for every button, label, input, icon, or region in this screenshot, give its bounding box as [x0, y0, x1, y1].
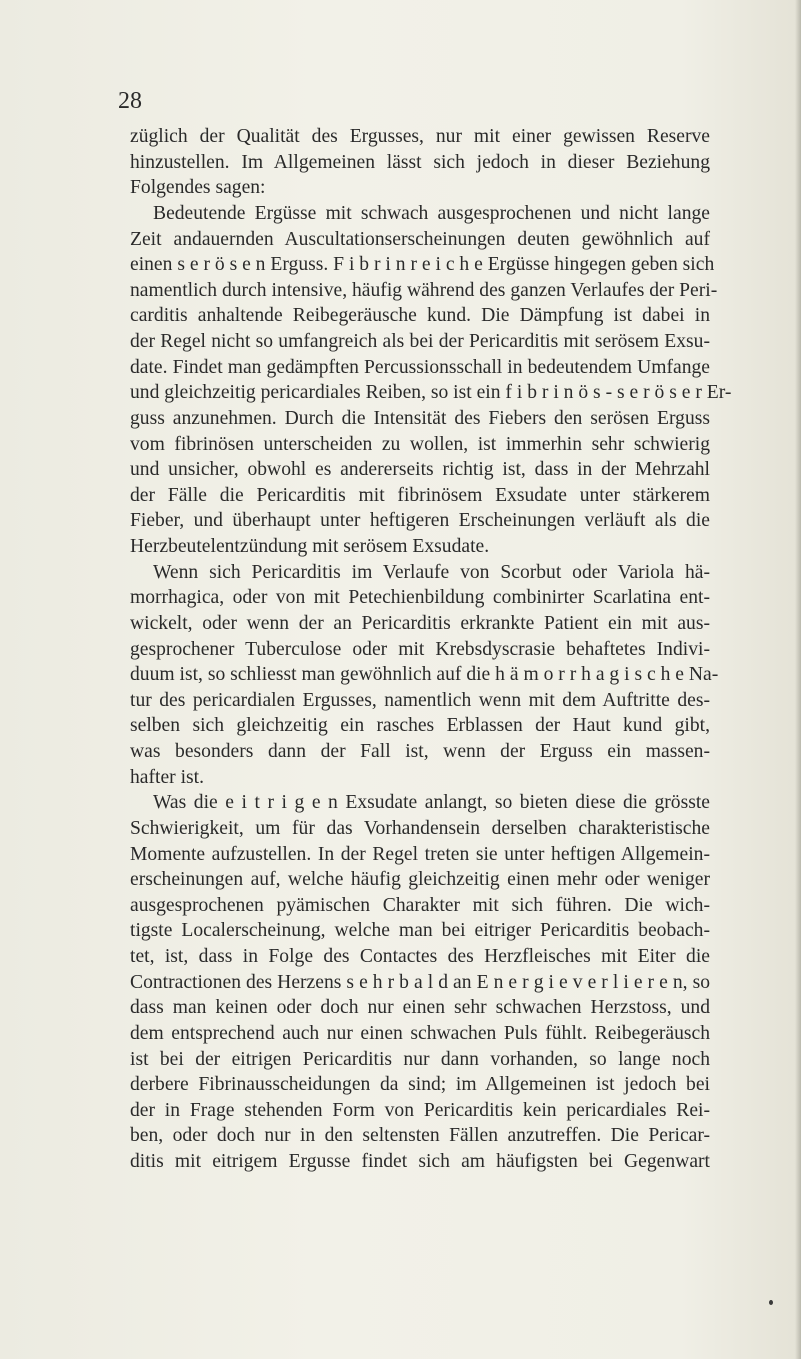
text-line: gesprochener Tuberculose oder mit Krebsdyscrasie behaftetes Indivi- — [130, 638, 710, 660]
text-line: züglich der Qualität des Ergusses, nur mit einer gewissen Reserve — [130, 126, 710, 147]
text-line: der Regel nicht so umfangreich als bei der Pericarditis mit serösem Exsu- — [130, 331, 710, 352]
text-line: date. Findet man gedämpften Percussionsschall in bedeutendem Umfange — [130, 356, 710, 378]
text-line: Schwierigkeit, um für das Vorhandensein derselben charakteristische — [130, 817, 710, 839]
body-text — [130, 124, 732, 1175]
ink-speck — [769, 1300, 773, 1305]
text-line: hafter ist. — [130, 766, 204, 788]
text-line: morrhagica, oder von mit Petechienbildung combinirter Scarlatina ent- — [130, 587, 710, 609]
text-line: Contractionen des Herzens s e h r b a l d an E n e r g i e v e r l i e r e n, so — [130, 971, 710, 993]
text-line: und gleichzeitig pericardiales Reiben, so ist ein f i b r i n ö s - s e r ö s e r Er- — [130, 382, 732, 404]
text-line: Momente aufzustellen. In der Regel treten sie unter heftigen Allgemein- — [130, 843, 710, 865]
text-line: ist bei der eitrigen Pericarditis nur dann vorhanden, so lange noch — [130, 1048, 710, 1070]
text-line: derbere Fibrinausscheidungen da sind; im Allgemeinen ist jedoch bei — [130, 1074, 710, 1096]
text-line: der Fälle die Pericarditis mit fibrinösem Exsudate unter stärkerem — [130, 484, 710, 506]
text-line: tur des pericardialen Ergusses, namentlich wenn mit dem Auftritte des- — [130, 689, 710, 711]
text-line: Wenn sich Pericarditis im Verlaufe von Scorbut oder Variola hä- — [153, 561, 710, 583]
text-line: tet, ist, dass in Folge des Contactes des Herzfleisches mit Eiter die — [130, 946, 710, 967]
text-line: Folgendes sagen: — [130, 177, 266, 199]
text-line: selben sich gleichzeitig ein rasches Erblassen der Haut kund gibt, — [130, 715, 710, 737]
text-line: der in Frage stehenden Form von Pericarditis kein pericardiales Rei- — [130, 1099, 710, 1121]
text-line: Bedeutende Ergüsse mit schwach ausgesprochenen und nicht lange — [153, 202, 710, 224]
page-number: 28 — [118, 88, 142, 114]
text-line: guss anzunehmen. Durch die Intensität des Fiebers den serösen Erguss — [130, 407, 710, 429]
text-line: carditis anhaltende Reibegeräusche kund. Die Dämpfung ist dabei in — [130, 305, 710, 327]
text-line: ben, oder doch nur in den seltensten Fällen anzutreffen. Die Pericar- — [130, 1125, 710, 1147]
text-line: Fieber, und überhaupt unter heftigeren Erscheinungen verläuft als die — [130, 510, 710, 532]
text-line: ausgesprochenen pyämischen Charakter mit sich führen. Die wich- — [130, 894, 710, 916]
text-line: Zeit andauernden Auscultationserscheinungen deuten gewöhnlich auf — [130, 228, 710, 250]
text-line: erscheinungen auf, welche häufig gleichzeitig einen mehr oder weniger — [130, 869, 710, 891]
text-line: einen s e r ö s e n Erguss. F i b r i n r e i c h e Ergüsse hingegen geben sich — [130, 254, 715, 276]
text-line: vom fibrinösen unterscheiden zu wollen, ist immerhin sehr schwierig — [130, 433, 710, 455]
text-line: hinzustellen. Im Allgemeinen lässt sich jedoch in dieser Beziehung — [130, 151, 710, 173]
text-line: dass man keinen oder doch nur einen sehr schwachen Herzstoss, und — [130, 997, 710, 1019]
text-line: tigste Localerscheinung, welche man bei eitriger Pericarditis beobach- — [130, 920, 710, 942]
text-line: dem entsprechend auch nur einen schwachen Puls fühlt. Reibegeräusch — [130, 1022, 710, 1044]
text-line: Was die e i t r i g e n Exsudate anlangt, so bieten diese die grösste — [153, 792, 710, 814]
text-line: ditis mit eitrigem Ergusse findet sich am häufigsten bei Gegenwart — [130, 1151, 710, 1172]
page-edge-shadow — [795, 0, 801, 1359]
text-line: duum ist, so schliesst man gewöhnlich auf die h ä m o r r h a g i s c h e Na- — [130, 664, 719, 686]
text-line: wickelt, oder wenn der an Pericarditis erkrankte Patient ein mit aus- — [130, 612, 710, 634]
text-line: namentlich durch intensive, häufig während des ganzen Verlaufes der Peri- — [130, 279, 718, 301]
text-line: und unsicher, obwohl es andererseits richtig ist, dass in der Mehrzahl — [130, 459, 710, 481]
text-line: was besonders dann der Fall ist, wenn der Erguss ein massen- — [130, 741, 710, 762]
text-line: Herzbeutelentzündung mit serösem Exsudate. — [130, 536, 490, 557]
